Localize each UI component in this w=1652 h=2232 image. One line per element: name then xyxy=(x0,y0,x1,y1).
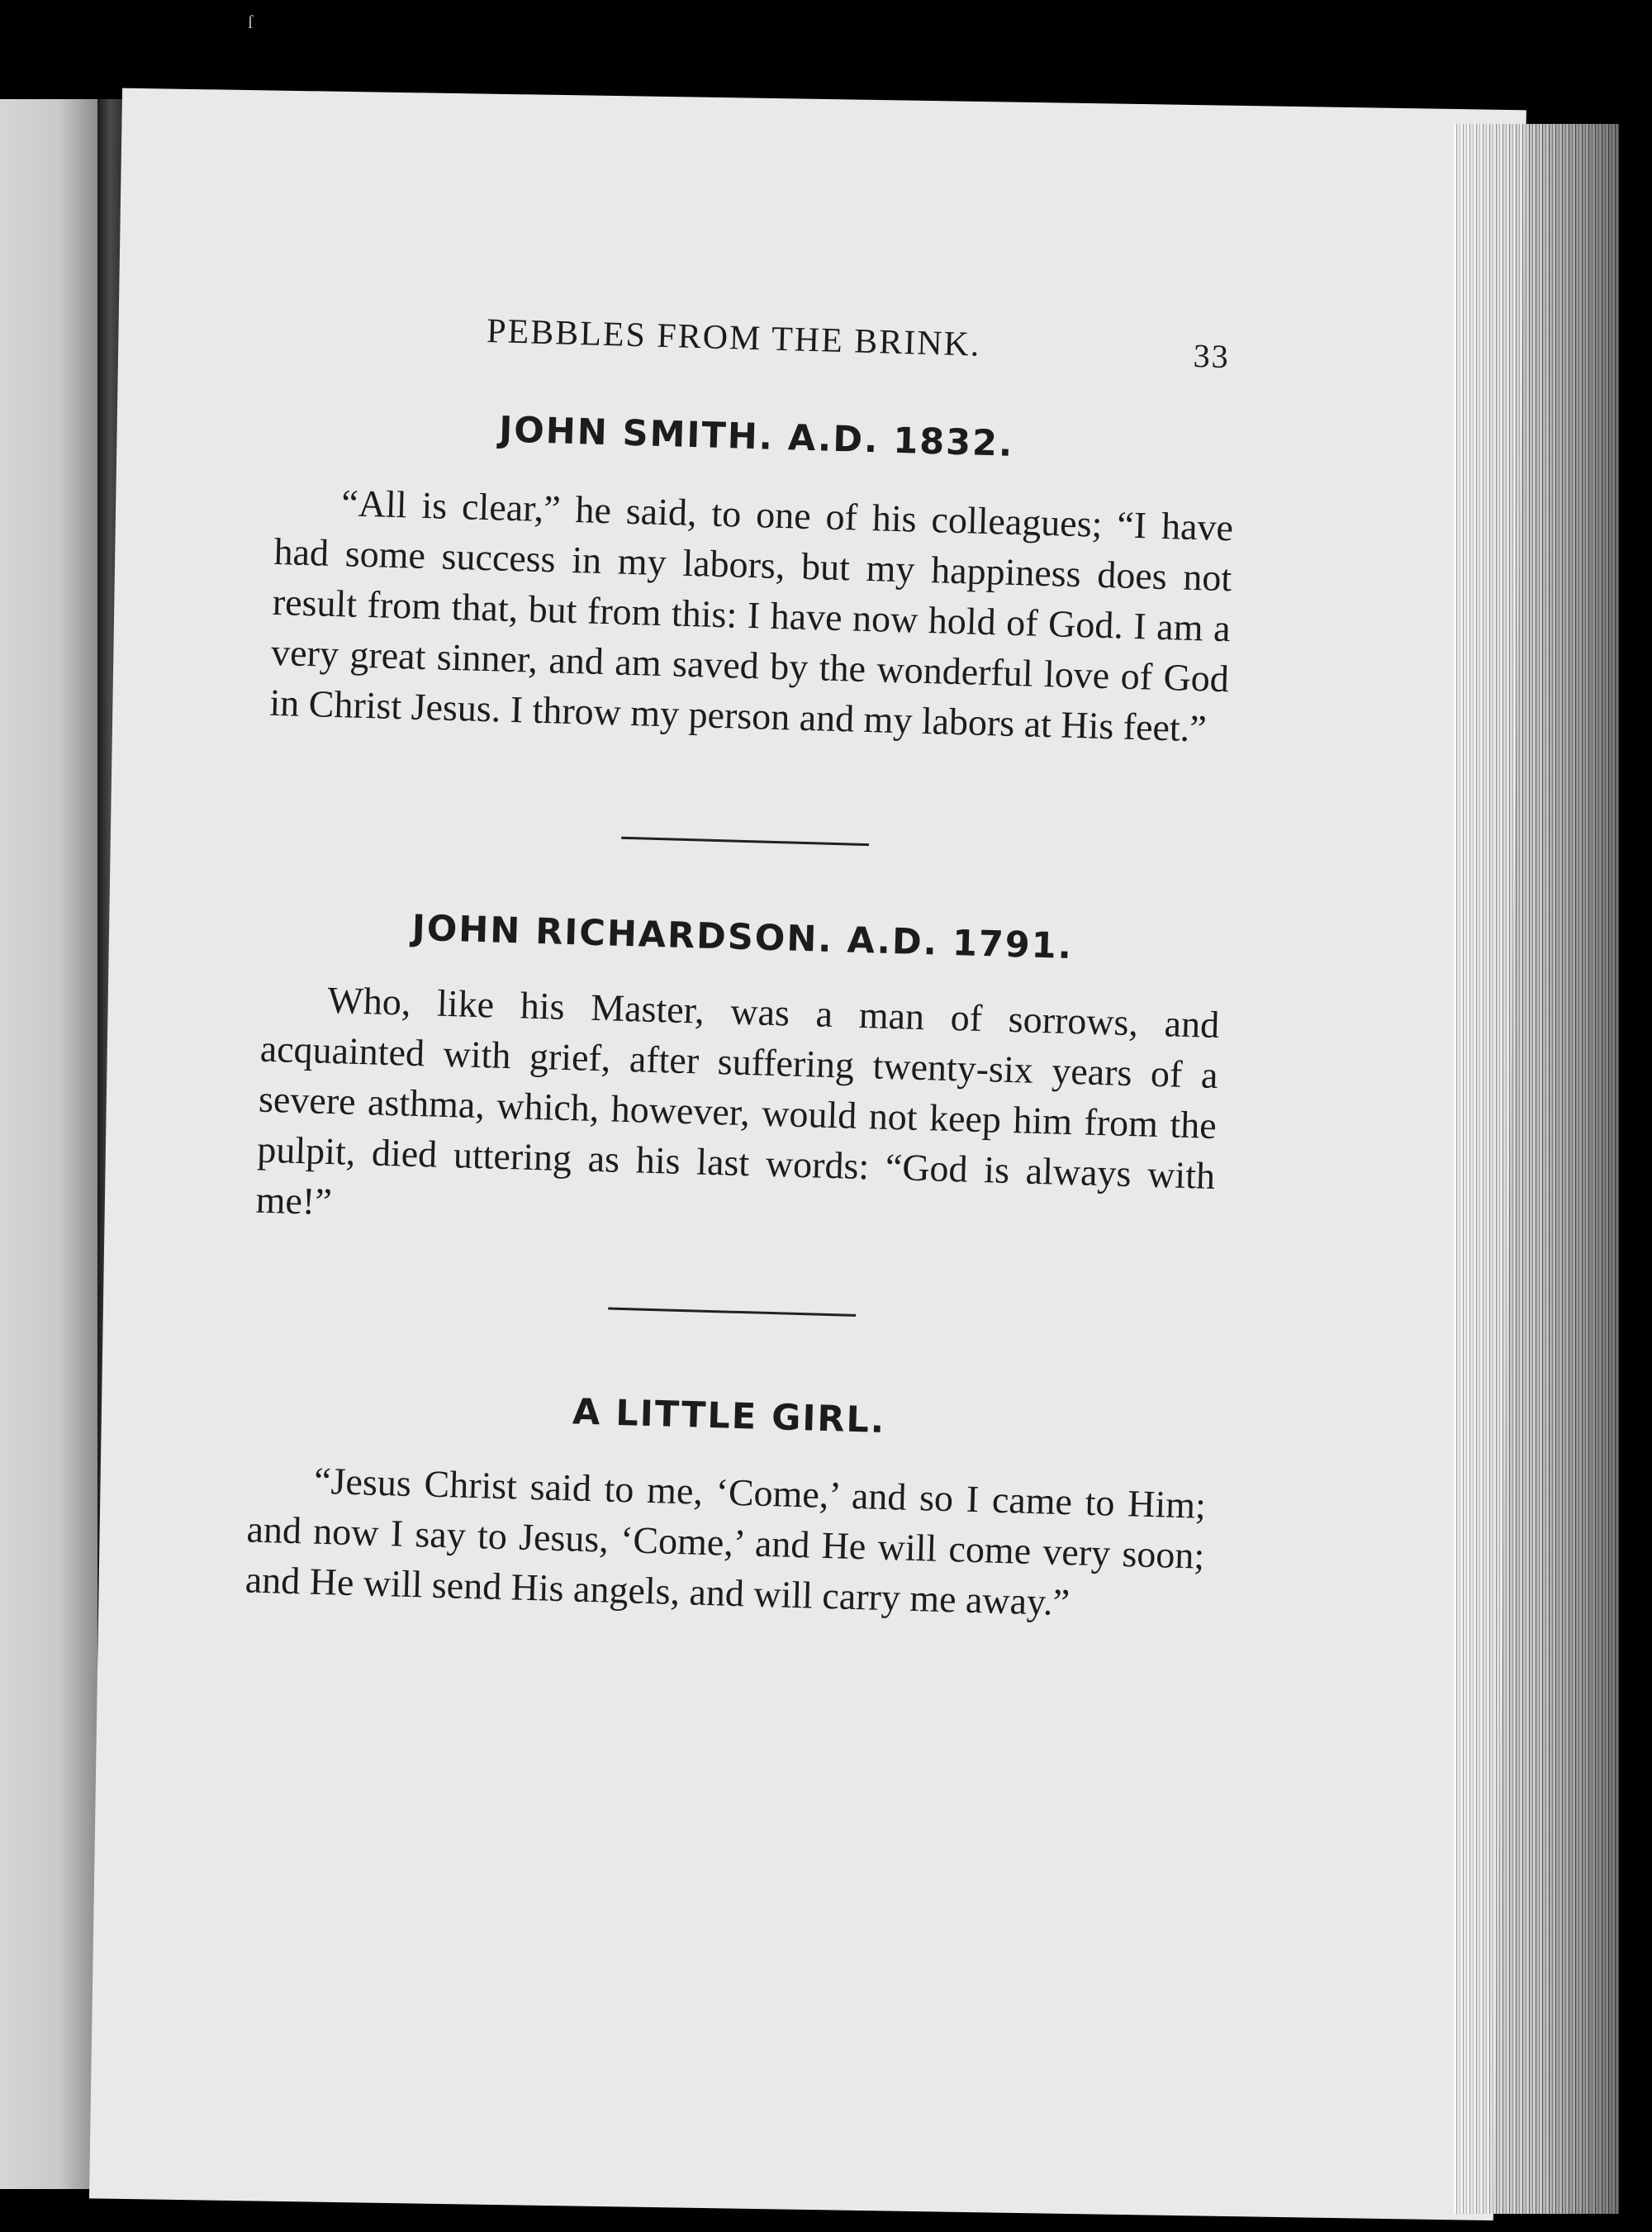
entry-body-john-smith: “All is clear,” he said, to one of his colleagues; “I have had some success in my labors, but my happiness does not result from that, but from this: I have now hold of God. I am a very great sinner, and am saved by the wonderful love of God in Christ Jesus. I throw my person and my labors at His feet.” xyxy=(268,482,1234,750)
section-divider xyxy=(621,837,869,846)
running-title: PEBBLES FROM THE BRINK. xyxy=(486,311,981,364)
entry-heading-little-girl: A LITTLE GIRL. xyxy=(572,1391,886,1441)
facing-page-edge xyxy=(0,99,99,2189)
section-divider xyxy=(608,1308,856,1317)
page-content xyxy=(244,306,1238,1631)
entry-heading-john-smith: JOHN SMITH. A.D. 1832. xyxy=(498,409,1015,465)
entry-body-little-girl: “Jesus Christ said to me, ‘Come,’ and so I came to Him; and now I say to Jesus, ‘Come,’ and He will come very soon; and He will send His angels, and will carry me away.” xyxy=(244,1459,1207,1624)
entry-heading-john-richardson: JOHN RICHARDSON. A.D. 1791. xyxy=(411,907,1074,968)
page-number: 33 xyxy=(1193,336,1231,376)
entry-body-john-richardson: Who, like his Master, was a man of sorrows, and acquainted with grief, after suffering twenty-six years of a severe asthma, which, however, would not keep him from the pulpit, died uttering as his last words: “God is always with me!” xyxy=(255,978,1220,1223)
scan-speck: ſ xyxy=(248,12,254,32)
page-stack-shadow xyxy=(1454,124,1619,2214)
